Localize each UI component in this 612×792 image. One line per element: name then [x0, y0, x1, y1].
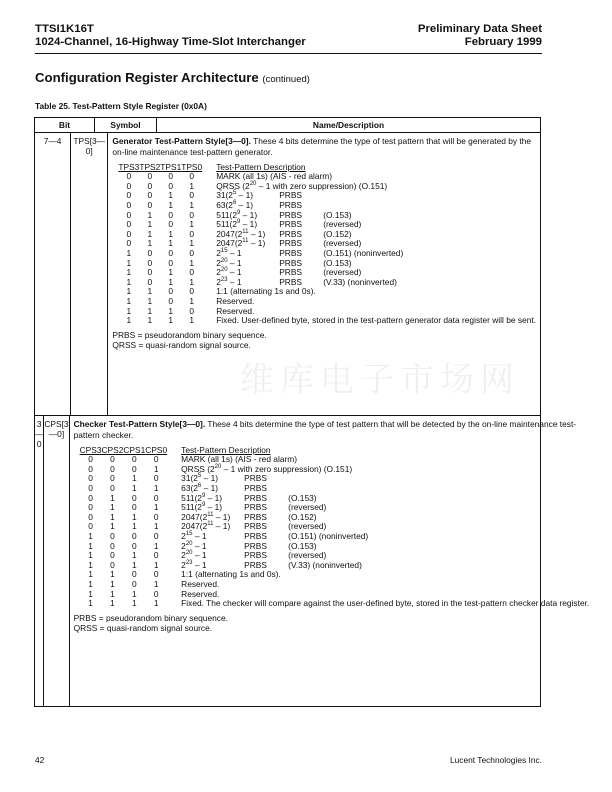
- bit-value: 0: [189, 305, 195, 316]
- bit-value: 1: [189, 257, 195, 268]
- table-row: [35, 415, 590, 706]
- subtable-col-header: CPS2: [101, 445, 124, 456]
- bit-value: 1: [168, 238, 174, 249]
- bit-value: 1: [189, 219, 195, 230]
- bit-value: 0: [126, 238, 132, 249]
- bit-value: 0: [131, 454, 137, 465]
- pattern-description: $2^{23} - 1$ PRBS (V.33) (noninverted): [181, 559, 362, 570]
- bit-value: 0: [88, 521, 93, 532]
- watermark: 维库电子市场网: [240, 360, 520, 400]
- running-header-left: [35, 23, 306, 49]
- pattern-description: MARK (all 1s) (AIS - red alarm): [216, 171, 333, 182]
- pattern-description: $2^{15} - 1$ PRBS (O.151) (noninverted): [216, 247, 404, 258]
- bit-value: 1: [110, 598, 115, 609]
- bit-value: 0: [168, 286, 174, 297]
- pattern-description: Fixed. User-defined byte, stored in the test-pattern generator data register will be sent.: [216, 315, 536, 326]
- bit-value: 0: [131, 463, 137, 474]
- pattern-description: $2^{20} - 1$ PRBS (O.153): [181, 540, 317, 551]
- bit-value: 0: [147, 276, 153, 287]
- bit-value: 0: [153, 588, 159, 599]
- bit-value: 1: [126, 286, 132, 297]
- bit-value: 0: [131, 502, 137, 513]
- pattern-description: $31(2^5 - 1)$ PRBS: [181, 473, 267, 484]
- symbol-cell: TPS[3—0]: [71, 133, 108, 415]
- company-name: Lucent Technologies Inc.: [449, 755, 542, 765]
- bit-value: 1: [168, 315, 174, 326]
- subtable-col-header: TPS0: [181, 162, 203, 173]
- symbol-cell: CPS[3—0]: [44, 416, 69, 706]
- bit-value: 0: [147, 171, 153, 182]
- bit-value: 1: [147, 228, 153, 239]
- bit-value: 1: [88, 578, 93, 589]
- pattern-description: $63(2^6 - 1)$ PRBS: [181, 482, 267, 493]
- subtable-col-header: TPS3: [118, 162, 140, 173]
- bit-value: 0: [147, 190, 153, 201]
- bit-value: 0: [153, 454, 159, 465]
- bit-value: 0: [168, 209, 174, 220]
- bit-value: 0: [147, 257, 153, 268]
- bit-value: 1: [189, 180, 195, 191]
- bit-value: 0: [153, 569, 159, 580]
- pattern-description: $511(2^9 - 1)$ PRBS (reversed): [216, 219, 362, 230]
- bit-value: 1: [126, 295, 132, 306]
- bit-value: 1: [189, 238, 195, 249]
- doc-type: Preliminary Data Sheet: [417, 23, 542, 35]
- pattern-description: Fixed. The checker will compare against the user-defined byte, stored in the test-pattern checker data register.: [181, 598, 590, 609]
- page-number: 42: [35, 755, 45, 765]
- subtable-col-header: CPS3: [79, 445, 102, 456]
- bit-value: 1: [153, 559, 159, 570]
- bit-value: 1: [168, 199, 174, 210]
- subtable-col-header: TPS2: [139, 162, 161, 173]
- bit-value: 1: [126, 276, 132, 287]
- bit-value: 0: [153, 492, 159, 503]
- bit-value: 0: [88, 492, 93, 503]
- bit-value: 1: [189, 276, 195, 287]
- header-rule: [35, 53, 542, 54]
- bit-value: 1: [147, 315, 153, 326]
- bit-cell: 3—0: [35, 416, 44, 706]
- bit-value: 0: [168, 180, 174, 191]
- bit-value: 0: [131, 569, 137, 580]
- bit-value: 1: [147, 286, 153, 297]
- pattern-description: $2^{15} - 1$ PRBS (O.151) (noninverted): [181, 530, 369, 541]
- pattern-description: Reserved.: [181, 578, 220, 589]
- bit-value: 0: [168, 295, 174, 306]
- bit-value: 1: [189, 315, 195, 326]
- bit-value: 1: [189, 199, 195, 210]
- bit-value: 1: [126, 315, 132, 326]
- bit-value: 0: [88, 463, 93, 474]
- table-header-row: [35, 118, 540, 132]
- bit-value: 0: [168, 219, 174, 230]
- bit-value: 1: [88, 588, 93, 599]
- bit-value: 0: [110, 463, 115, 474]
- bit-value: 1: [131, 598, 137, 609]
- bit-value: 1: [131, 550, 137, 561]
- bit-value: 1: [126, 267, 132, 278]
- pattern-subtable: [80, 445, 590, 609]
- bit-value: 1: [168, 276, 174, 287]
- bit-value: 1: [110, 588, 115, 599]
- field-name: Checker Test-Pattern Style[3—0].: [73, 419, 206, 429]
- bit-value: 0: [147, 180, 153, 191]
- subtable-row: [118, 316, 536, 326]
- pattern-description: $31(2^5 - 1)$ PRBS: [216, 190, 302, 201]
- bit-value: 0: [110, 482, 115, 493]
- bit-value: 1: [168, 305, 174, 316]
- pattern-description: $511(2^9 - 1)$ PRBS (O.153): [216, 209, 352, 220]
- bit-value: 1: [153, 521, 159, 532]
- continued-label: (continued): [262, 74, 310, 85]
- bit-value: 1: [88, 540, 93, 551]
- subtable-col-header: Test-Pattern Description: [181, 445, 271, 456]
- product-name: 1024-Channel, 16-Highway Time-Slot Interchanger: [35, 36, 306, 48]
- bit-value: 0: [110, 540, 115, 551]
- field-description: Checker Test-Pattern Style[3—0]. These 4 bits determine the type of test pattern that will be detected by the on-line maintenance test-pattern checker.: [73, 419, 577, 440]
- bit-value: 0: [189, 190, 195, 201]
- bit-value: 0: [131, 530, 137, 541]
- bit-value: 1: [153, 482, 159, 493]
- description-cell: [108, 133, 540, 415]
- bit-value: 1: [110, 511, 115, 522]
- pattern-description: $2047(2^{11} - 1)$ PRBS (reversed): [181, 521, 327, 532]
- subtable-row: [118, 297, 536, 307]
- bit-value: 0: [189, 286, 195, 297]
- bit-value: 0: [189, 247, 195, 258]
- running-header-right: [418, 23, 542, 49]
- subtable-col-header: TPS1: [160, 162, 182, 173]
- subtable-col-header: CPS1: [123, 445, 146, 456]
- pattern-description: 1:1 (alternating 1s and 0s).: [216, 286, 316, 297]
- bit-value: 1: [88, 550, 93, 561]
- bit-value: 0: [147, 267, 153, 278]
- bit-value: 1: [153, 463, 159, 474]
- bit-value: 0: [126, 171, 132, 182]
- bit-value: 0: [189, 171, 195, 182]
- bit-value: 1: [126, 257, 132, 268]
- register-table: [34, 117, 590, 707]
- bit-value: 1: [131, 511, 137, 522]
- pattern-description: $2047(2^{11} - 1)$ PRBS (O.152): [216, 228, 352, 239]
- bit-value: 0: [126, 190, 132, 201]
- subtable-col-header: Test-Pattern Description: [216, 162, 306, 173]
- bit-value: 1: [110, 502, 115, 513]
- pattern-description: 1:1 (alternating 1s and 0s).: [181, 569, 281, 580]
- bit-value: 0: [131, 540, 137, 551]
- field-description: Generator Test-Pattern Style[3—0]. These 4 bits determine the type of test pattern that will be generated by the on-line maintenance test-pattern generator.: [112, 136, 532, 157]
- description-cell: [70, 416, 594, 706]
- pattern-description: QRSS ($2^{20} - 1$ with zero suppression) (O.151): [181, 463, 353, 474]
- bit-value: 1: [147, 209, 153, 220]
- bit-value: 1: [131, 473, 137, 484]
- pattern-description: Reserved.: [181, 588, 220, 599]
- pattern-description: QRSS ($2^{20} - 1$ with zero suppression) (O.151): [216, 180, 388, 191]
- bit-value: 1: [131, 559, 137, 570]
- bit-value: 0: [126, 219, 132, 230]
- bit-value: 1: [168, 267, 174, 278]
- bit-value: 0: [110, 473, 115, 484]
- bit-value: 0: [189, 267, 195, 278]
- bit-value: 1: [153, 502, 159, 513]
- pattern-description: $2047(2^{11} - 1)$ PRBS (O.152): [181, 511, 317, 522]
- bit-value: 1: [147, 238, 153, 249]
- bit-value: 0: [88, 511, 93, 522]
- bit-value: 1: [88, 598, 93, 609]
- pattern-description: Reserved.: [216, 305, 255, 316]
- bit-value: 1: [88, 569, 93, 580]
- bit-value: 1: [153, 578, 159, 589]
- bit-value: 0: [88, 473, 93, 484]
- table-caption: Table 25. Test-Pattern Style Register (0x0A): [35, 101, 207, 111]
- bit-value: 0: [168, 171, 174, 182]
- bit-value: 0: [110, 530, 115, 541]
- bit-value: 0: [168, 257, 174, 268]
- bit-value: 0: [88, 454, 93, 465]
- col-header-bit: Bit: [35, 118, 95, 132]
- pattern-description: $2^{20} - 1$ PRBS (O.153): [216, 257, 352, 268]
- bit-value: 1: [131, 521, 137, 532]
- bit-value: 1: [147, 219, 153, 230]
- bit-value: 0: [153, 473, 159, 484]
- pattern-description: MARK (all 1s) (AIS - red alarm): [181, 454, 298, 465]
- bit-value: 0: [88, 502, 93, 513]
- bit-value: 0: [147, 199, 153, 210]
- subtable-row: [118, 191, 536, 201]
- bit-value: 0: [88, 482, 93, 493]
- bit-value: 0: [110, 454, 115, 465]
- pattern-description: $2047(2^{11} - 1)$ PRBS (reversed): [216, 238, 362, 249]
- bit-value: 0: [147, 247, 153, 258]
- bit-value: 0: [126, 209, 132, 220]
- bit-value: 0: [153, 511, 159, 522]
- field-name: Generator Test-Pattern Style[3—0].: [112, 136, 251, 146]
- pattern-description: $511(2^9 - 1)$ PRBS (reversed): [181, 502, 327, 513]
- subtable-col-header: CPS0: [145, 445, 168, 456]
- bit-value: 0: [126, 199, 132, 210]
- bit-value: 1: [168, 228, 174, 239]
- subtable-row: [118, 287, 536, 297]
- section-title: Configuration Register Architecture (continued): [35, 70, 310, 85]
- bit-value: 1: [110, 578, 115, 589]
- bit-value: 0: [153, 550, 159, 561]
- bit-value: 0: [189, 209, 195, 220]
- bit-value: 1: [147, 295, 153, 306]
- bit-value: 0: [131, 578, 137, 589]
- bit-value: 1: [168, 190, 174, 201]
- pattern-subtable: [118, 162, 536, 326]
- bit-value: 1: [126, 247, 132, 258]
- bit-value: 1: [110, 569, 115, 580]
- doc-date: February 1999: [464, 36, 542, 48]
- bit-value: 1: [126, 305, 132, 316]
- subtable-row: [118, 278, 536, 288]
- bit-value: 1: [110, 492, 115, 503]
- col-header-symbol: Symbol: [95, 118, 157, 132]
- bit-value: 1: [88, 530, 93, 541]
- abbreviation-notes: PRBS = pseudorandom binary sequence. QRSS = quasi-random signal source.: [73, 612, 228, 633]
- bit-value: 1: [110, 521, 115, 532]
- bit-value: 1: [131, 482, 137, 493]
- bit-value: 0: [126, 180, 132, 191]
- bit-value: 0: [153, 530, 159, 541]
- bit-value: 1: [153, 598, 159, 609]
- table-row: [35, 132, 540, 415]
- bit-value: 0: [189, 228, 195, 239]
- pattern-description: $2^{20} - 1$ PRBS (reversed): [181, 550, 327, 561]
- pattern-description: Reserved.: [216, 295, 255, 306]
- bit-value: 1: [88, 559, 93, 570]
- abbreviation-notes: PRBS = pseudorandom binary sequence. QRSS = quasi-random signal source.: [112, 329, 267, 350]
- pattern-description: $63(2^6 - 1)$ PRBS: [216, 199, 302, 210]
- bit-value: 0: [168, 247, 174, 258]
- pattern-description: $2^{20} - 1$ PRBS (reversed): [216, 267, 362, 278]
- part-number: TTSI1K16T: [35, 23, 94, 35]
- subtable-row: [80, 599, 590, 609]
- bit-value: 0: [110, 550, 115, 561]
- bit-value: 1: [189, 295, 195, 306]
- pattern-description: $511(2^9 - 1)$ PRBS (O.153): [181, 492, 317, 503]
- subtable-row: [118, 182, 536, 192]
- bit-value: 0: [110, 559, 115, 570]
- bit-value: 1: [131, 588, 137, 599]
- pattern-description: $2^{23} - 1$ PRBS (V.33) (noninverted): [216, 276, 397, 287]
- bit-value: 0: [126, 228, 132, 239]
- bit-value: 1: [153, 540, 159, 551]
- bit-value: 0: [131, 492, 137, 503]
- bit-value: 1: [147, 305, 153, 316]
- bit-cell: 7—4: [35, 133, 71, 415]
- col-header-description: Name/Description: [312, 120, 385, 130]
